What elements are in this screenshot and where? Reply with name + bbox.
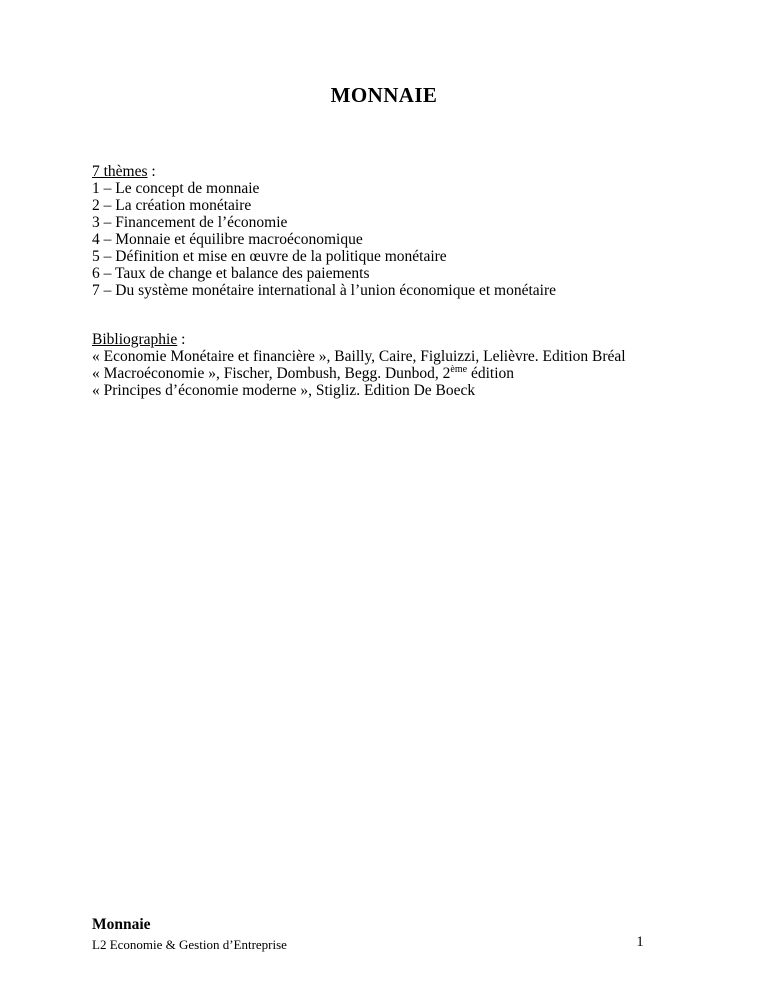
bibliography-heading [92, 331, 658, 348]
bibliography-heading-label: Bibliographie [92, 331, 178, 348]
themes-heading-label: 7 thèmes [92, 163, 148, 180]
bibliography-entry-2-superscript: ème [450, 363, 468, 375]
footer-course-title: Monnaie [92, 916, 151, 933]
themes-heading-colon: : [147, 163, 156, 180]
page-title: MONNAIE [330, 83, 438, 107]
footer-course-subtitle: L2 Economie & Gestion d’Entreprise [92, 937, 287, 952]
document-body [92, 163, 658, 399]
bibliography-entry-2-text: « Macroéconomie », Fischer, Dombush, Begg. Dunbod, 2 [92, 365, 451, 382]
bibliography-entry-1: « Economie Monétaire et financière », Bailly, Caire, Figluizzi, Lelièvre. Edition Bréal [92, 348, 626, 365]
theme-item-3: 3 – Financement de l’économie [92, 214, 288, 231]
bibliography-heading-colon: : [177, 331, 186, 348]
bibliography-entry-3: « Principes d’économie moderne », Stigliz. Edition De Boeck [92, 382, 476, 399]
bibliography-entry-2-suffix: édition [467, 365, 515, 382]
theme-item-4: 4 – Monnaie et équilibre macroéconomique [92, 231, 363, 248]
page-footer [92, 916, 287, 952]
themes-section [92, 163, 658, 299]
theme-item-5: 5 – Définition et mise en œuvre de la politique monétaire [92, 248, 447, 265]
theme-item-6: 6 – Taux de change et balance des paiements [92, 265, 370, 282]
theme-item-7: 7 – Du système monétaire international à l’union économique et monétaire [92, 282, 556, 299]
theme-item-2: 2 – La création monétaire [92, 197, 252, 214]
page-number: 1 [636, 934, 644, 950]
bibliography-section [92, 331, 658, 399]
bibliography-entry-2 [92, 365, 658, 382]
themes-heading [92, 163, 658, 180]
theme-item-1: 1 – Le concept de monnaie [92, 180, 260, 197]
